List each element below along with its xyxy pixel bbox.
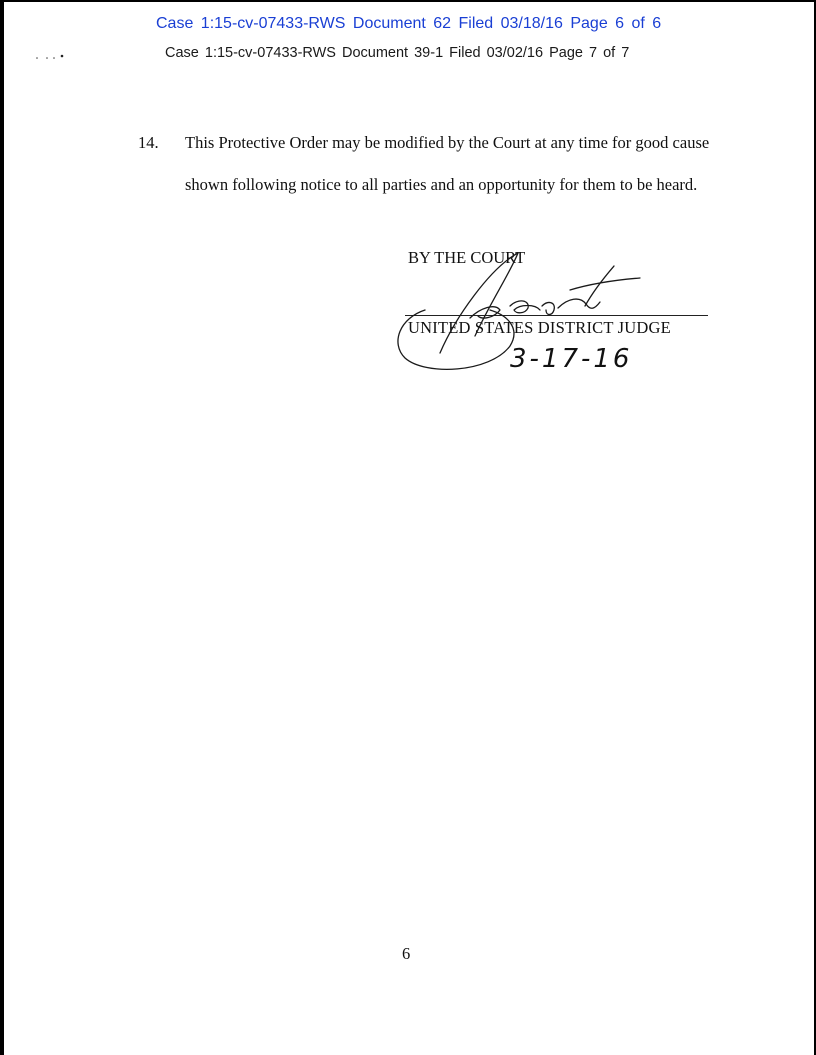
judge-title: UNITED STATES DISTRICT JUDGE [408, 318, 671, 337]
original-filing-header: Case 1:15-cv-07433-RWS Document 39-1 Filed 03/02/16 Page 7 of 7 [165, 45, 630, 61]
scan-edge-top [0, 0, 816, 2]
ecf-stamp-header: Case 1:15-cv-07433-RWS Document 62 Filed 03/18/16 Page 6 of 6 [156, 15, 662, 32]
handwritten-date: 3-17-16 [510, 344, 633, 374]
paragraph-line-2: shown following notice to all parties and an opportunity for them to be heard. [185, 175, 698, 194]
scan-edge-left [0, 0, 4, 1055]
scan-artifact-dots [35, 52, 65, 62]
paragraph-number: 14. [138, 133, 159, 152]
by-the-court-label: BY THE COURT [408, 248, 526, 267]
paragraph-line-1: This Protective Order may be modified by the Court at any time for good cause [185, 133, 710, 152]
page-number: 6 [402, 944, 411, 963]
